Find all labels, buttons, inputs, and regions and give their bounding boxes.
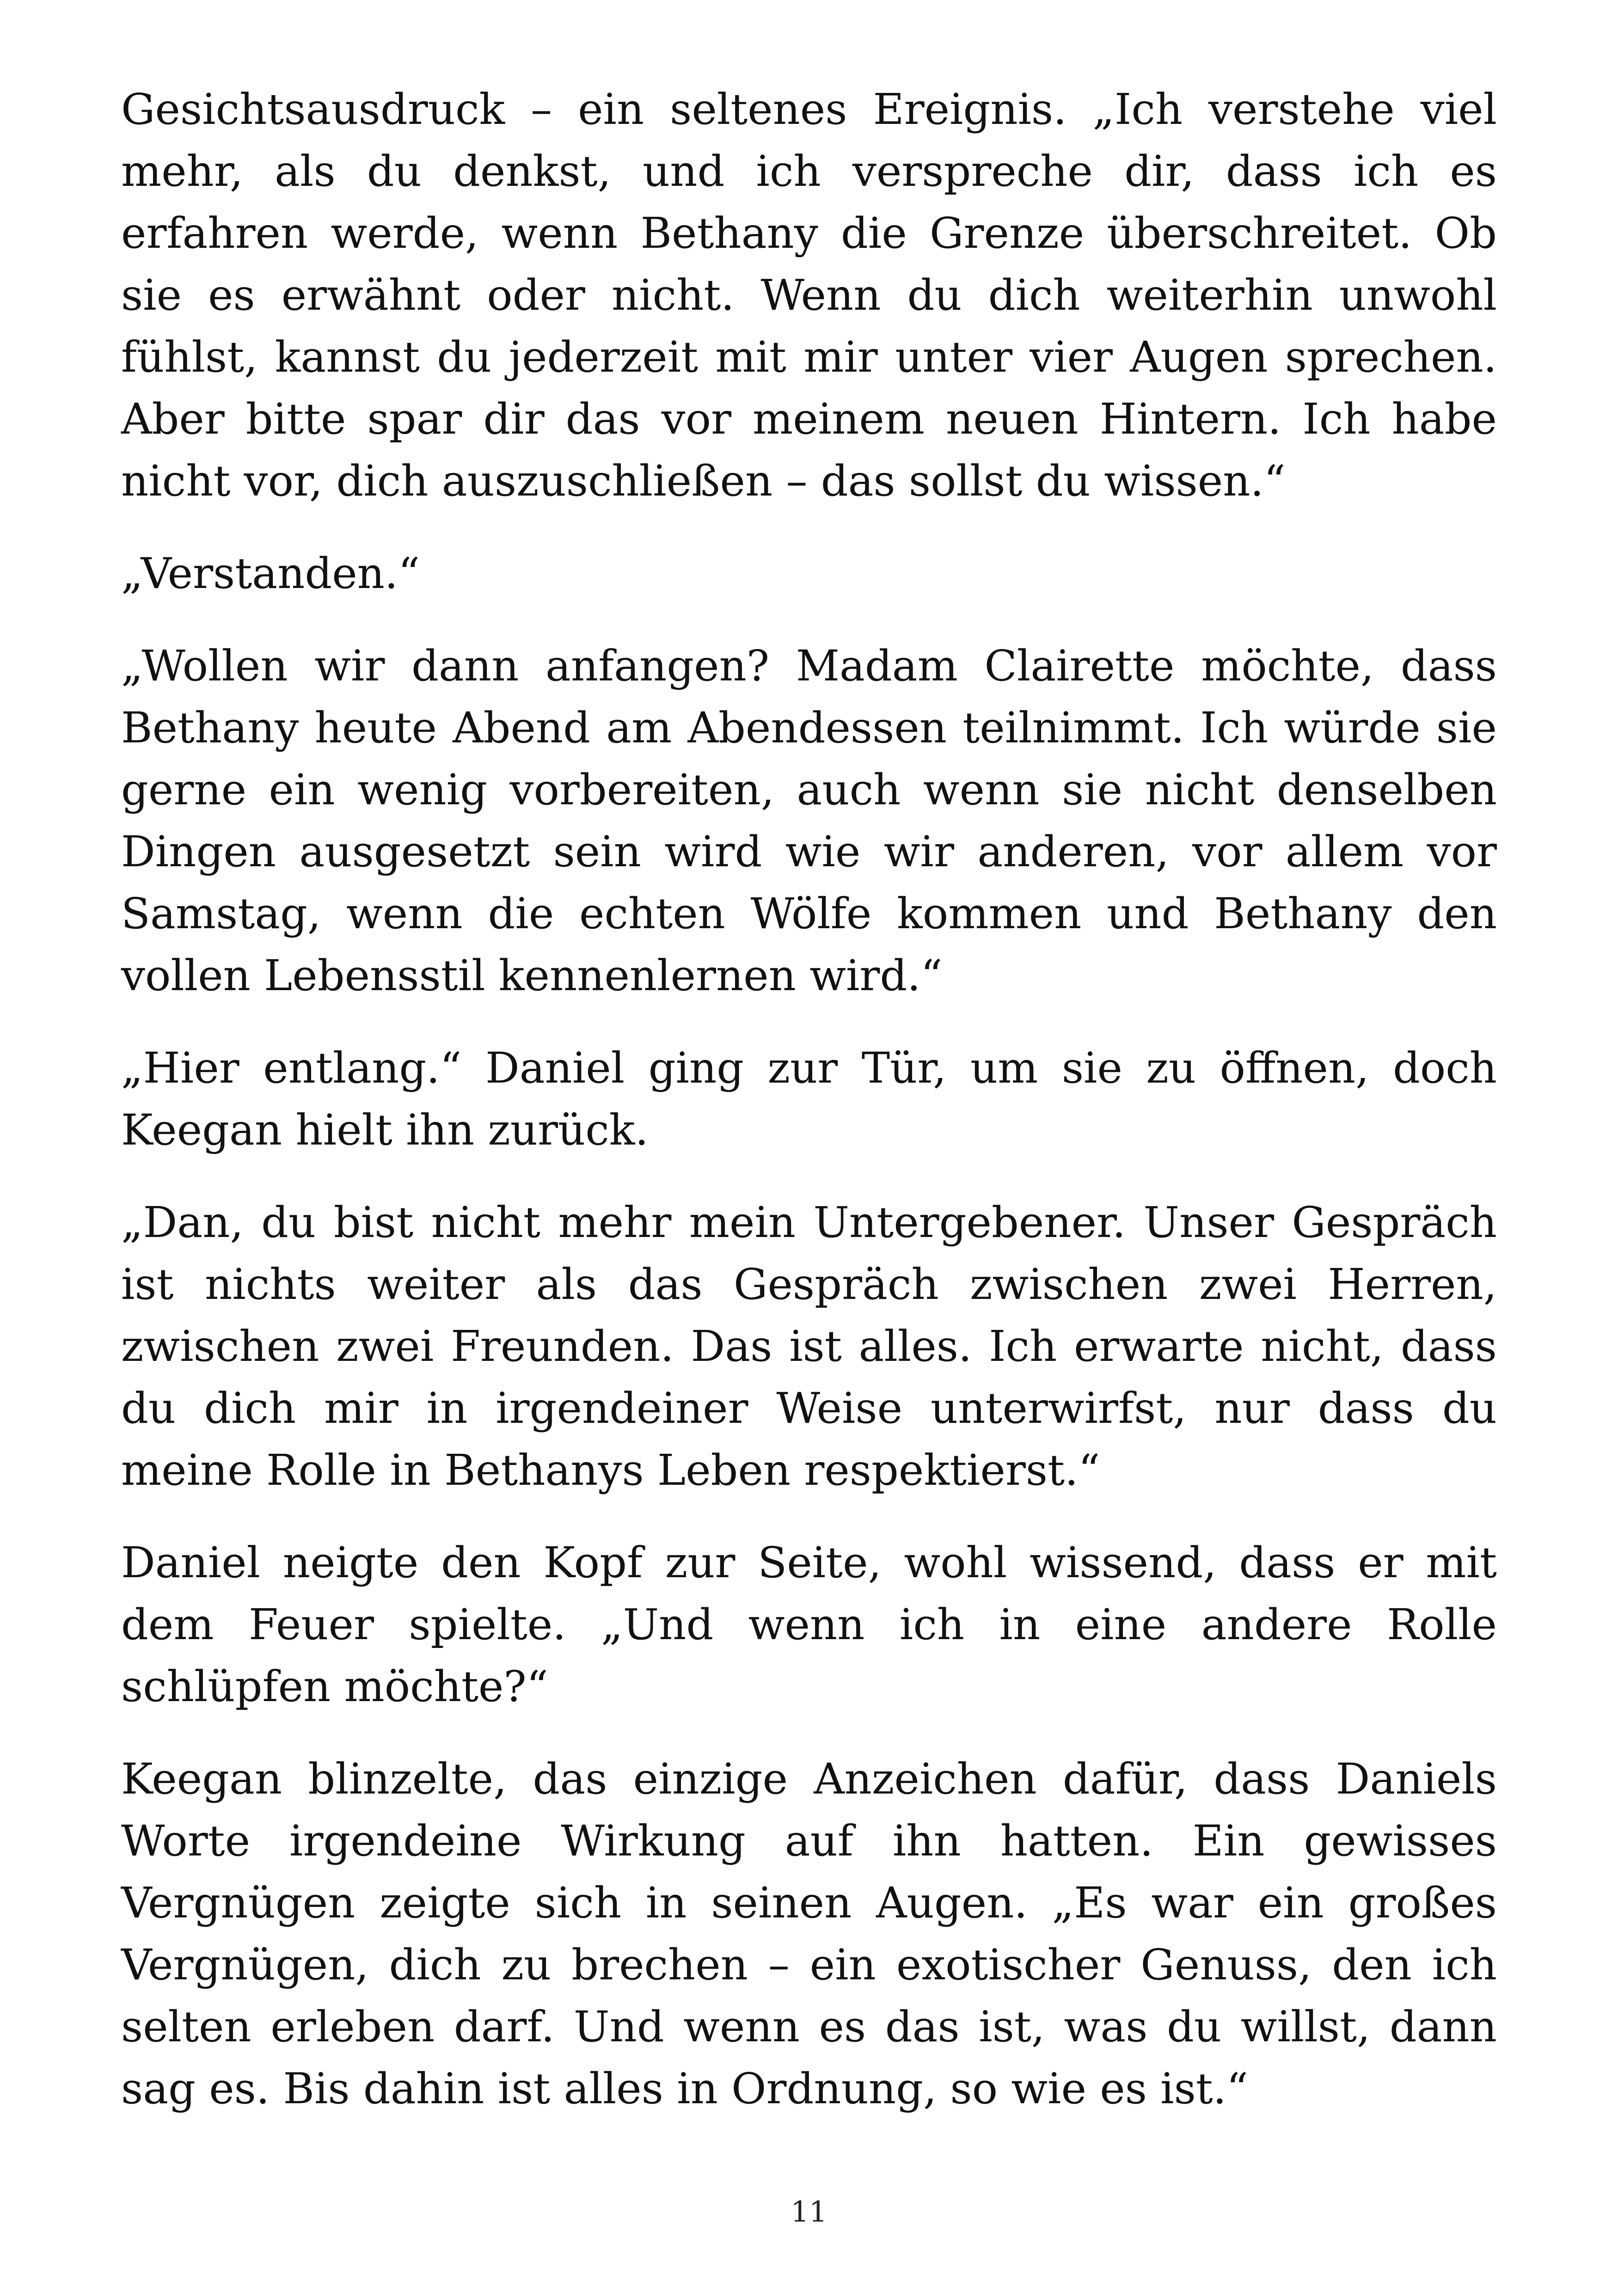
paragraph: „Verstanden.“: [121, 549, 420, 598]
paragraph: „Dan, du bist nicht mehr mein Untergebener. Unser Gespräch ist nichts weiter als das Gespräch zwischen zwei Herren, zwischen zwei Freunden. Das ist alles. Ich erwarte nicht, dass du dich mir in irgendeiner Weise unterwirfst, nur dass du meine Rolle in Bethanys Leben respektierst.“: [121, 1198, 1497, 1495]
page-body: [121, 79, 1497, 2150]
paragraph: Daniel neigte den Kopf zur Seite, wohl wissend, dass er mit dem Feuer spielte. „Und wenn ich in eine andere Rolle schlüpfen möchte?“: [121, 1538, 1497, 1711]
paragraph: „Hier entlang.“ Daniel ging zur Tür, um sie zu öffnen, doch Keegan hielt ihn zurück.: [121, 1043, 1497, 1155]
page-number: 11: [791, 2195, 827, 2229]
paragraph: Gesichtsausdruck – ein seltenes Ereignis. „Ich verstehe viel mehr, als du denkst, und ich verspreche dir, dass ich es erfahren werde, wenn Bethany die Grenze überschreitet. Ob sie es erwähnt oder nicht. Wenn du dich weiterhin unwohl fühlst, kannst du jederzeit mit mir unter vier Augen sprechen. Aber bitte spar dir das vor meinem neuen Hintern. Ich habe nicht vor, dich auszuschließen – das sollst du wissen.“: [121, 85, 1497, 506]
paragraph: Keegan blinzelte, das einzige Anzeichen dafür, dass Daniels Worte irgendeine Wirkung auf ihn hatten. Ein gewisses Vergnügen zeigte sich in seinen Augen. „Es war ein großes Vergnügen, dich zu brechen – ein exotischer Genuss, den ich selten erleben darf. Und wenn es das ist, was du willst, dann sag es. Bis dahin ist alles in Ordnung, so wie es ist.“: [121, 1754, 1497, 2113]
paragraph: „Wollen wir dann anfangen? Madam Clairette möchte, dass Bethany heute Abend am Abendessen teilnimmt. Ich würde sie gerne ein wenig vorbereiten, auch wenn sie nicht denselben Dingen ausgesetzt sein wird wie wir anderen, vor allem vor Samstag, wenn die echten Wölfe kommen und Bethany den vollen Lebensstil kennenlernen wird.“: [121, 641, 1497, 1000]
